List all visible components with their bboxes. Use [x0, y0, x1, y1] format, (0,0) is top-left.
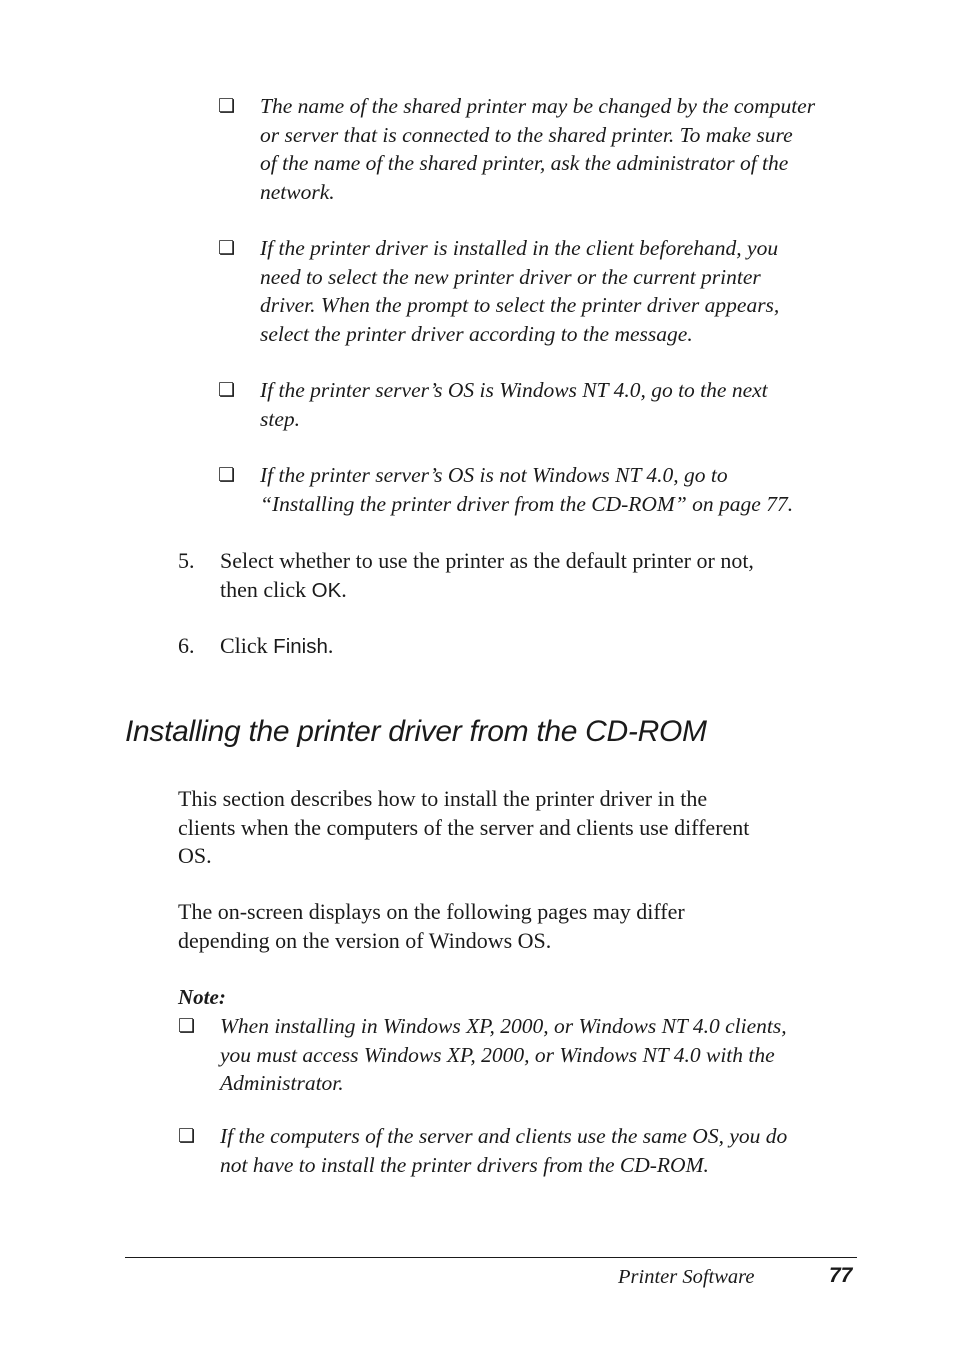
note-text [260, 461, 860, 518]
text-line: need to select the new printer driver or the current printer [260, 264, 761, 289]
text-line: select the printer driver according to the message. [260, 321, 693, 346]
note-label: Note: [178, 985, 226, 1009]
checkbox-bullet-icon: ❏ [178, 1015, 196, 1037]
note-text [220, 1012, 860, 1098]
text-fragment: . [327, 633, 334, 658]
note-text [260, 234, 860, 348]
text-line: OS. [178, 843, 212, 868]
step-text [220, 546, 860, 605]
text-line [220, 575, 860, 605]
text-line: step. [260, 406, 301, 431]
body-paragraph [178, 785, 868, 871]
text-line: or server that is connected to the shared printer. To make sure [260, 122, 793, 147]
finish-button-reference: Finish [273, 635, 328, 658]
checkbox-bullet-icon: ❏ [218, 464, 236, 486]
text-line: This section describes how to install the printer driver in the [178, 786, 708, 811]
step-number: 5. [178, 548, 195, 573]
text-line: If the printer driver is installed in the client beforehand, you [260, 236, 779, 260]
text-line: you must access Windows XP, 2000, or Windows NT 4.0 with the [220, 1042, 775, 1067]
step-text [220, 631, 860, 661]
text-line: network. [260, 179, 335, 204]
checkbox-bullet-icon: ❏ [218, 379, 236, 401]
text-line [220, 631, 860, 661]
text-line: of the name of the shared printer, ask the administrator of the [260, 151, 789, 175]
text-fragment: Click [220, 633, 274, 658]
text-line: driver. When the prompt to select the printer driver appears, [260, 293, 780, 317]
text-line: not have to install the printer drivers from the CD-ROM. [220, 1152, 709, 1177]
page-number: 77 [829, 1264, 853, 1287]
body-paragraph [178, 898, 868, 955]
cross-reference-link[interactable]: “Installing the printer driver from the CD-ROM” on page 77. [260, 491, 794, 516]
text-line: If the printer server’s OS is Windows NT 4.0, go to the next [260, 378, 768, 402]
text-line: Select whether to use the printer as the default printer or not, [220, 548, 754, 573]
text-fragment: then click [220, 577, 312, 602]
step-number: 6. [178, 633, 195, 658]
text-line: When installing in Windows XP, 2000, or Windows NT 4.0 clients, [220, 1014, 787, 1038]
footer-divider [125, 1257, 857, 1258]
footer-chapter-title: Printer Software [618, 1266, 755, 1288]
text-fragment: . [341, 577, 347, 602]
text-line: clients when the computers of the server and clients use different [178, 814, 750, 840]
text-line: depending on the version of Windows OS. [178, 927, 552, 953]
text-line: The name of the shared printer may be changed by the computer [260, 94, 816, 118]
ok-button-reference: OK [311, 579, 342, 602]
checkbox-bullet-icon: ❏ [218, 95, 236, 117]
text-line: Administrator. [220, 1071, 344, 1095]
checkbox-bullet-icon: ❏ [178, 1125, 196, 1147]
text-line: If the printer server’s OS is not Windows NT 4.0, go to [260, 463, 728, 487]
note-text [260, 376, 860, 433]
note-text [220, 1122, 860, 1179]
text-line: The on-screen displays on the following pages may differ [178, 899, 685, 924]
checkbox-bullet-icon: ❏ [218, 237, 236, 259]
text-line: If the computers of the server and clients use the same OS, you do [220, 1124, 788, 1148]
note-text [260, 92, 860, 206]
section-heading: Installing the printer driver from the CD-ROM [125, 715, 707, 748]
